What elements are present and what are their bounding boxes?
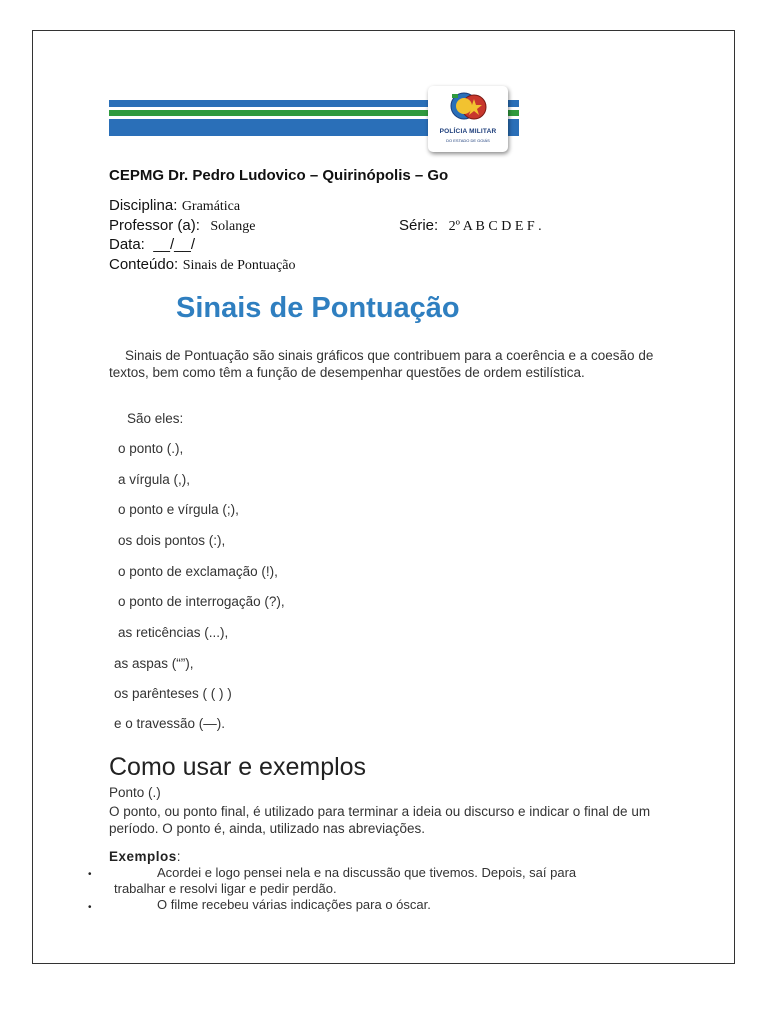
intro-paragraph: Sinais de Pontuação são sinais gráficos que contribuem para a coerência e a coesão de textos, bem como têm a função de desempenhar questões de ordem estilística. [109, 348, 654, 380]
examples-colon: : [176, 849, 181, 864]
section-subheading: Ponto (.) [109, 785, 161, 800]
examples-line [109, 849, 181, 864]
list-item: e o travessão (—). [114, 716, 226, 731]
serie-label: Série: [399, 217, 439, 234]
professor-label: Professor (a): [109, 217, 200, 234]
professor-value: Solange [210, 219, 256, 234]
school-name: CEPMG Dr. Pedro Ludovico – Quirinópolis – Go [109, 167, 449, 184]
list-item: a vírgula (,), [118, 472, 191, 487]
policia-militar-logo [428, 86, 508, 152]
logo-subtitle: DO ESTADO DE GOIÁS [446, 138, 490, 143]
examples-label: Exemplos [109, 849, 177, 864]
section-heading: Como usar e exemplos [109, 753, 367, 781]
serie-line [399, 217, 542, 235]
list-item: as reticências (...), [118, 625, 229, 640]
list-intro: São eles: [127, 411, 184, 426]
list-item: as aspas (“”), [114, 656, 194, 671]
list-item: os dois pontos (:), [118, 533, 226, 548]
conteudo-line [109, 256, 295, 274]
list-item: o ponto e vírgula (;), [118, 502, 239, 517]
list-item: o ponto de exclamação (!), [118, 564, 278, 579]
list-item: os parênteses ( ( ) ) [114, 686, 232, 701]
professor-line [109, 217, 255, 235]
example-2-line-1: O filme recebeu várias indicações para o óscar. [157, 897, 431, 912]
bullet-icon: • [88, 902, 92, 913]
data-line [109, 236, 195, 254]
disciplina-value: Gramática [181, 199, 241, 214]
bullet-icon: • [88, 869, 92, 880]
list-item: o ponto de interrogação (?), [118, 594, 285, 609]
list-item: o ponto (.), [118, 441, 184, 456]
disciplina-label: Disciplina: [109, 197, 178, 214]
section-text: O ponto, ou ponto final, é utilizado para terminar a ideia ou discurso e indicar o final de um período. O ponto é, ainda, utilizado nas abreviações. [109, 804, 651, 836]
example-1-line-2: trabalhar e resolvi ligar e pedir perdão. [114, 881, 337, 896]
emblem-icon [428, 86, 508, 128]
disciplina-line [109, 197, 240, 215]
conteudo-value: Sinais de Pontuação [182, 258, 296, 273]
data-value: __/__/ [153, 236, 196, 253]
example-1-line-1: Acordei e logo pensei nela e na discussão que tivemos. Depois, saí para [157, 865, 577, 880]
conteudo-label: Conteúdo: [109, 256, 179, 273]
page-title: Sinais de Pontuação [176, 292, 460, 324]
data-label: Data: [109, 236, 145, 253]
serie-value: 2º A B C D E F . [448, 219, 542, 234]
logo-title: POLÍCIA MILITAR [439, 128, 497, 135]
